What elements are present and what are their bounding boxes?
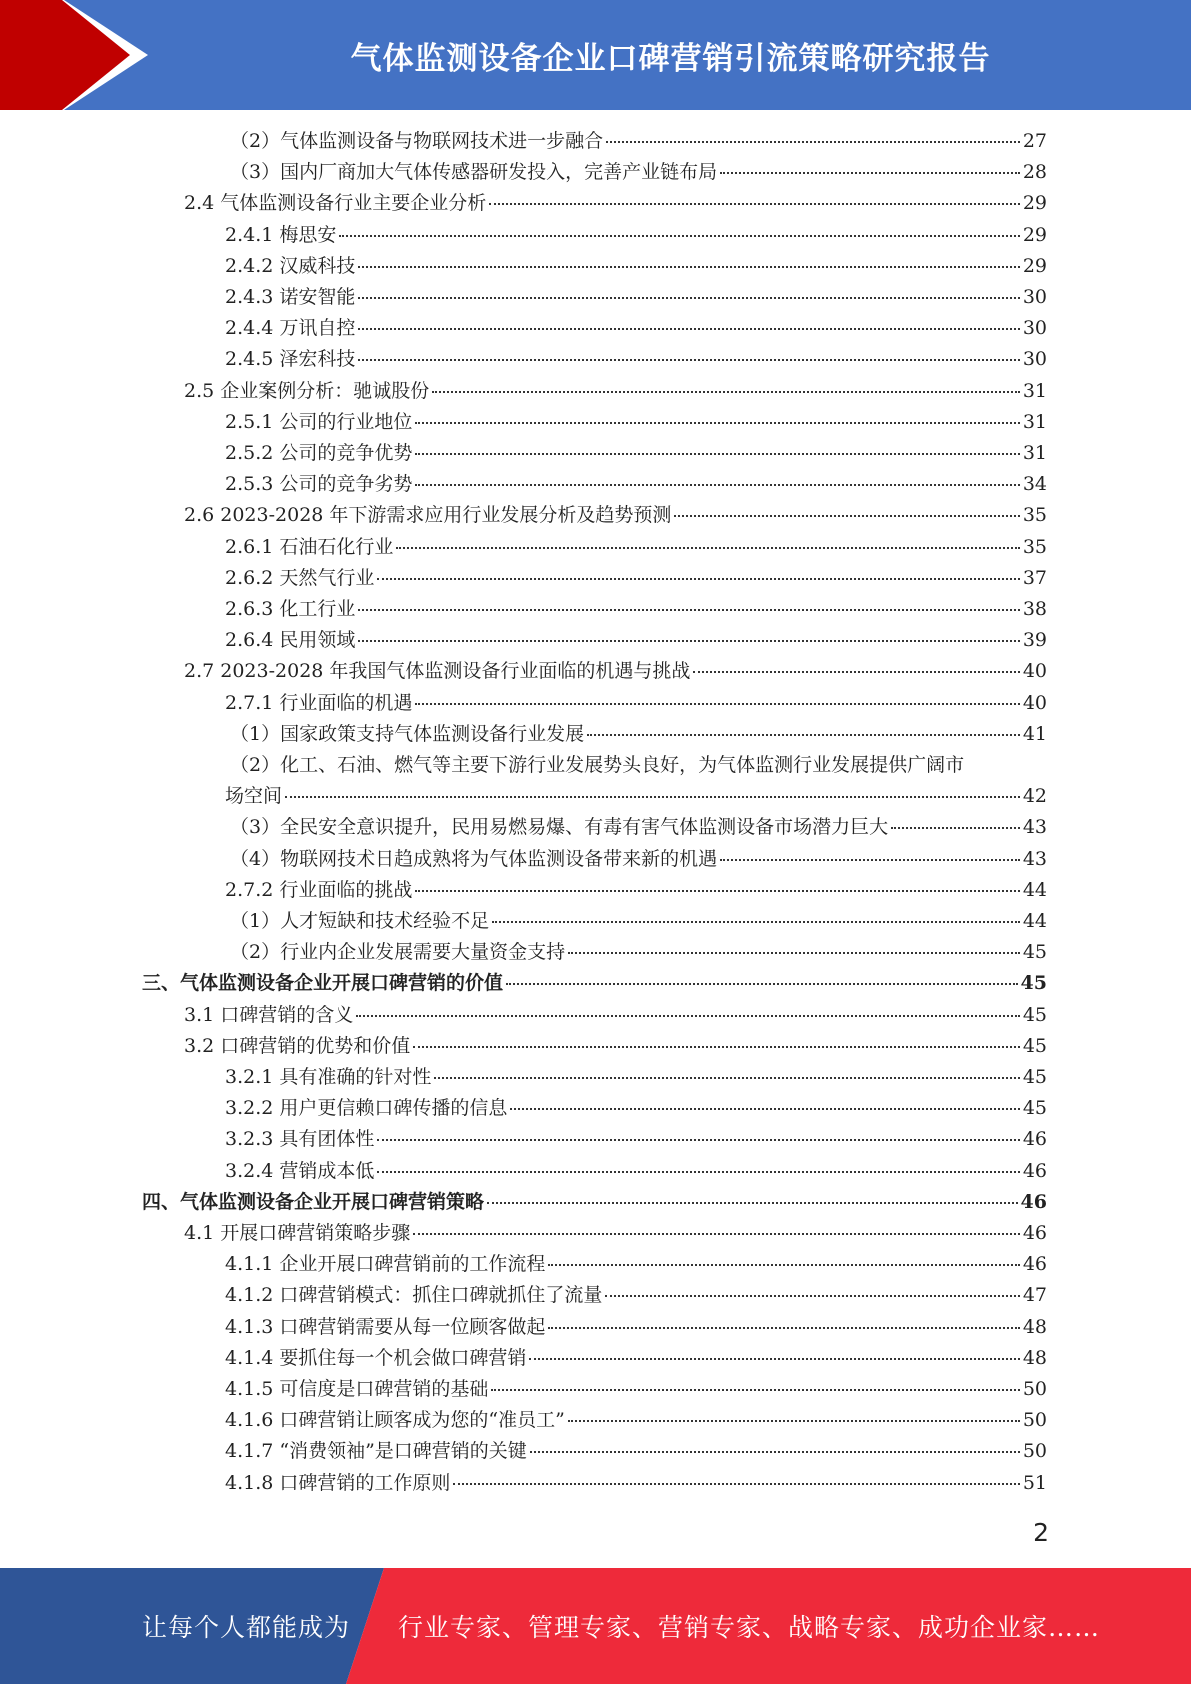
toc-entry[interactable] — [225, 282, 1047, 313]
toc-page-number: 35 — [1022, 504, 1047, 527]
toc-entry-text: （2）化工、石油、燃气等主要下游行业发展势头良好，为气体监测行业发展提供广阔市 — [230, 754, 965, 776]
toc-entry[interactable] — [225, 1436, 1047, 1467]
toc-leader-dots — [506, 983, 1018, 985]
toc-leader-dots — [415, 422, 1019, 424]
toc-entry[interactable] — [225, 625, 1047, 656]
toc-page-number: 46 — [1020, 1190, 1047, 1213]
toc-entry-label: 三、气体监测设备企业开展口碑营销的价值 — [142, 972, 504, 995]
toc-entry[interactable] — [230, 812, 1047, 843]
toc-leader-dots — [358, 266, 1019, 268]
toc-leader-dots — [415, 890, 1019, 892]
toc-page-number: 45 — [1022, 1003, 1047, 1026]
toc-page-number: 29 — [1022, 192, 1047, 215]
toc-entry[interactable] — [230, 719, 1047, 750]
toc-entry[interactable] — [225, 688, 1047, 719]
toc-page-number: 30 — [1022, 348, 1047, 371]
toc-entry-label: 4.1.6 口碑营销让顾客成为您的“准员工” — [225, 1409, 565, 1432]
toc-page-number: 45 — [1022, 1097, 1047, 1120]
toc-leader-dots — [605, 1295, 1019, 1297]
toc-entry[interactable] — [225, 438, 1047, 469]
toc-entry[interactable] — [225, 407, 1047, 438]
toc-page-number: 31 — [1022, 410, 1047, 433]
toc-leader-dots — [434, 1077, 1019, 1079]
toc-entry-label: 4.1.7 “消费领袖”是口碑营销的关键 — [225, 1440, 527, 1463]
toc-leader-dots — [492, 921, 1020, 923]
toc-page-number: 45 — [1022, 1034, 1047, 1057]
toc-page-number: 48 — [1022, 1315, 1047, 1338]
toc-leader-dots — [720, 172, 1020, 174]
toc-entry[interactable] — [225, 1093, 1047, 1124]
toc-page-number: 31 — [1022, 442, 1047, 464]
toc-entry-label: 4.1.4 要抓住每一个机会做口碑营销 — [225, 1346, 527, 1369]
toc-leader-dots — [358, 640, 1019, 642]
toc-entry[interactable] — [184, 376, 1047, 407]
toc-entry[interactable] — [225, 344, 1047, 375]
toc-entry-label: 2.6.3 化工行业 — [225, 598, 356, 620]
toc-leader-dots — [358, 609, 1019, 611]
toc-leader-dots — [396, 547, 1019, 549]
toc-leader-dots — [432, 391, 1020, 393]
toc-entry[interactable] — [184, 1000, 1047, 1031]
toc-entry[interactable] — [225, 1062, 1047, 1093]
toc-leader-dots — [415, 484, 1019, 486]
toc-leader-dots — [358, 328, 1019, 330]
toc-page-number: 30 — [1022, 286, 1047, 308]
toc-entry[interactable] — [225, 1124, 1047, 1155]
toc-leader-dots — [587, 734, 1020, 736]
toc-entry[interactable] — [230, 157, 1047, 188]
toc-entry[interactable] — [225, 532, 1047, 563]
footer-slogan: 让每个人都能成为 — [142, 1613, 351, 1642]
toc-page-number: 28 — [1022, 161, 1047, 184]
toc-entry[interactable] — [230, 906, 1047, 937]
toc-page-number: 43 — [1022, 847, 1047, 870]
toc-leader-dots — [358, 297, 1019, 299]
toc-leader-dots — [285, 796, 1020, 798]
report-title: 气体监测设备企业口碑营销引流策略研究报告 — [350, 40, 991, 77]
toc-entry-label: 4.1 开展口碑营销策略步骤 — [184, 1222, 411, 1244]
toc-entry-label: 2.4 气体监测设备行业主要企业分析 — [184, 192, 487, 215]
toc-entry-label: 2.6.4 民用领域 — [225, 629, 356, 652]
toc-entry-label: 2.7 2023-2028 年我国气体监测设备行业面临的机遇与挑战 — [184, 660, 691, 683]
toc-entry-label: 2.4.4 万讯自控 — [225, 317, 356, 340]
toc-leader-dots — [510, 1108, 1019, 1110]
toc-page-number: 38 — [1022, 598, 1047, 620]
toc-entry[interactable] — [142, 968, 1047, 999]
toc-entry[interactable] — [225, 1249, 1047, 1280]
toc-page-number: 50 — [1022, 1409, 1047, 1432]
toc-entry-label: 3.2.1 具有准确的针对性 — [225, 1066, 432, 1088]
toc-leader-dots — [891, 827, 1020, 829]
toc-leader-dots — [548, 1264, 1019, 1266]
toc-entry-label: 4.1.8 口碑营销的工作原则 — [225, 1471, 451, 1494]
toc-page-number: 51 — [1022, 1471, 1047, 1494]
toc-entry-label: 3.2.4 营销成本低 — [225, 1159, 375, 1182]
toc-entry[interactable] — [184, 1218, 1047, 1249]
toc-leader-dots — [693, 671, 1019, 673]
toc-entry-label: 2.6 2023-2028 年下游需求应用行业发展分析及趋势预测 — [184, 504, 672, 527]
toc-entry[interactable] — [225, 313, 1047, 344]
toc-entry[interactable] — [184, 1031, 1047, 1062]
toc-leader-dots — [377, 578, 1019, 580]
toc-leader-dots — [491, 1389, 1019, 1391]
toc-page-number: 45 — [1022, 941, 1047, 964]
toc-page-number: 37 — [1022, 566, 1047, 589]
toc-entry-label: 2.5.1 公司的行业地位 — [225, 410, 413, 433]
toc-entry-label: 2.7.2 行业面临的挑战 — [225, 878, 413, 901]
toc-entry[interactable] — [230, 937, 1047, 968]
page-footer — [0, 1568, 1191, 1684]
toc-entry-label: （3）国内厂商加大气体传感器研发投入，完善产业链布局 — [230, 161, 718, 184]
toc-page-number: 46 — [1022, 1128, 1047, 1151]
toc-entry-label: （3）全民安全意识提升，民用易燃易爆、有毒有害气体监测设备市场潜力巨大 — [230, 816, 889, 839]
toc-leader-dots — [377, 1171, 1019, 1173]
toc-entry-label: 2.5 企业案例分析：驰诚股份 — [184, 379, 430, 402]
toc-entry-label: 2.4.5 泽宏科技 — [225, 348, 356, 371]
toc-entry-label: 2.4.1 梅思安 — [225, 223, 337, 246]
toc-leader-dots — [453, 1483, 1019, 1485]
toc-page-number: 27 — [1022, 130, 1047, 152]
toc-entry-label: 2.5.2 公司的竞争优势 — [225, 442, 413, 464]
toc-entry[interactable] — [230, 126, 1047, 157]
toc-page-number: 31 — [1022, 379, 1047, 402]
toc-leader-dots — [358, 359, 1019, 361]
toc-entry[interactable] — [230, 844, 1047, 875]
toc-page-number: 46 — [1022, 1222, 1047, 1244]
toc-page-number: 46 — [1022, 1159, 1047, 1182]
toc-page-number: 47 — [1022, 1284, 1047, 1307]
toc-leader-dots — [489, 203, 1020, 205]
toc-entry[interactable] — [225, 1468, 1047, 1499]
toc-page-number: 34 — [1022, 473, 1047, 496]
toc-leader-dots — [529, 1358, 1019, 1360]
toc-entry-label: 2.4.2 汉威科技 — [225, 254, 356, 277]
toc-leader-dots — [413, 1046, 1020, 1048]
toc-entry-label: 2.5.3 公司的竞争劣势 — [225, 473, 413, 496]
toc-page-number: 50 — [1022, 1378, 1047, 1400]
toc-page-number: 40 — [1022, 691, 1047, 714]
toc-page-number: 42 — [1022, 785, 1047, 808]
toc-entry[interactable] — [225, 1156, 1047, 1187]
toc-leader-dots — [356, 1015, 1020, 1017]
toc-leader-dots — [487, 1202, 1018, 1204]
toc-leader-dots — [568, 1420, 1020, 1422]
toc-entry-label: （4）物联网技术日趋成熟将为气体监测设备带来新的机遇 — [230, 847, 718, 870]
toc-entry-label: 3.2.2 用户更信赖口碑传播的信息 — [225, 1097, 508, 1120]
toc-entry-label: 2.7.1 行业面临的机遇 — [225, 691, 413, 714]
toc-page-number: 35 — [1022, 535, 1047, 558]
toc-entry[interactable] — [225, 1312, 1047, 1343]
toc-entry-label: （2）气体监测设备与物联网技术进一步融合 — [230, 130, 604, 152]
toc-page-number: 44 — [1022, 878, 1047, 901]
toc-entry[interactable] — [225, 594, 1047, 625]
toc-entry[interactable] — [225, 563, 1047, 594]
toc-page-number: 39 — [1022, 629, 1047, 652]
toc-page-number: 29 — [1022, 254, 1047, 277]
toc-page-number: 48 — [1022, 1346, 1047, 1369]
toc-entry[interactable] — [184, 656, 1047, 687]
toc-page-number: 43 — [1022, 816, 1047, 839]
toc-leader-dots — [530, 1451, 1020, 1453]
toc-entry[interactable] — [184, 500, 1047, 531]
toc-entry[interactable] — [225, 781, 1047, 812]
footer-roles: 行业专家、管理专家、营销专家、战略专家、成功企业家…… — [398, 1613, 1101, 1642]
toc-entry[interactable] — [225, 1374, 1047, 1405]
toc-leader-dots — [415, 703, 1019, 705]
toc-page-number: 45 — [1022, 1066, 1047, 1088]
toc-entry-label: 2.6.1 石油石化行业 — [225, 535, 394, 558]
toc-entry[interactable] — [225, 1280, 1047, 1311]
toc-entry-label: 4.1.5 可信度是口碑营销的基础 — [225, 1378, 489, 1400]
page-number: 2 — [1033, 1518, 1049, 1547]
toc-entry[interactable] — [142, 1187, 1047, 1218]
toc-entry-label: 3.2 口碑营销的优势和价值 — [184, 1034, 411, 1057]
toc-leader-dots — [674, 515, 1019, 517]
toc-entry-label: （1）国家政策支持气体监测设备行业发展 — [230, 722, 585, 745]
toc-entry-label: （2）行业内企业发展需要大量资金支持 — [230, 941, 566, 964]
toc-entry-label: 3.1 口碑营销的含义 — [184, 1003, 354, 1026]
toc-entry-label: 4.1.2 口碑营销模式：抓住口碑就抓住了流量 — [225, 1284, 603, 1307]
toc-leader-dots — [720, 859, 1020, 861]
toc-entry-label: 4.1.3 口碑营销需要从每一位顾客做起 — [225, 1315, 546, 1338]
toc-leader-dots — [548, 1327, 1019, 1329]
toc-entry[interactable] — [184, 188, 1047, 219]
toc-entry[interactable] — [225, 875, 1047, 906]
toc-leader-dots — [415, 453, 1019, 455]
toc-entry[interactable] — [225, 1405, 1047, 1436]
toc-entry[interactable] — [225, 251, 1047, 282]
toc-page-number: 44 — [1022, 910, 1047, 932]
toc-entry[interactable] — [225, 220, 1047, 251]
toc-entry-label: 2.4.3 诺安智能 — [225, 286, 356, 308]
toc-page-number: 40 — [1022, 660, 1047, 683]
toc-entry-label: 场空间 — [225, 785, 283, 808]
toc-entry-label: 3.2.3 具有团体性 — [225, 1128, 375, 1151]
toc-page-number: 46 — [1022, 1253, 1047, 1276]
toc-leader-dots — [339, 235, 1019, 237]
toc-entry[interactable] — [225, 1343, 1047, 1374]
toc-page-number: 41 — [1022, 722, 1047, 745]
toc-entry[interactable] — [225, 469, 1047, 500]
toc-page-number: 30 — [1022, 317, 1047, 340]
toc-leader-dots — [413, 1233, 1020, 1235]
toc-page-number: 29 — [1022, 223, 1047, 246]
toc-entry-label: （1）人才短缺和技术经验不足 — [230, 910, 490, 932]
toc-leader-dots — [606, 141, 1020, 143]
toc-page-number: 50 — [1022, 1440, 1047, 1463]
toc-entry-label: 2.6.2 天然气行业 — [225, 566, 375, 589]
toc-leader-dots — [568, 952, 1020, 954]
toc-entry-label: 4.1.1 企业开展口碑营销前的工作流程 — [225, 1253, 546, 1276]
toc-leader-dots — [377, 1139, 1019, 1141]
page-header — [0, 0, 1191, 110]
toc-entry-label: 四、气体监测设备企业开展口碑营销策略 — [142, 1190, 485, 1213]
toc-page-number: 45 — [1020, 972, 1047, 995]
